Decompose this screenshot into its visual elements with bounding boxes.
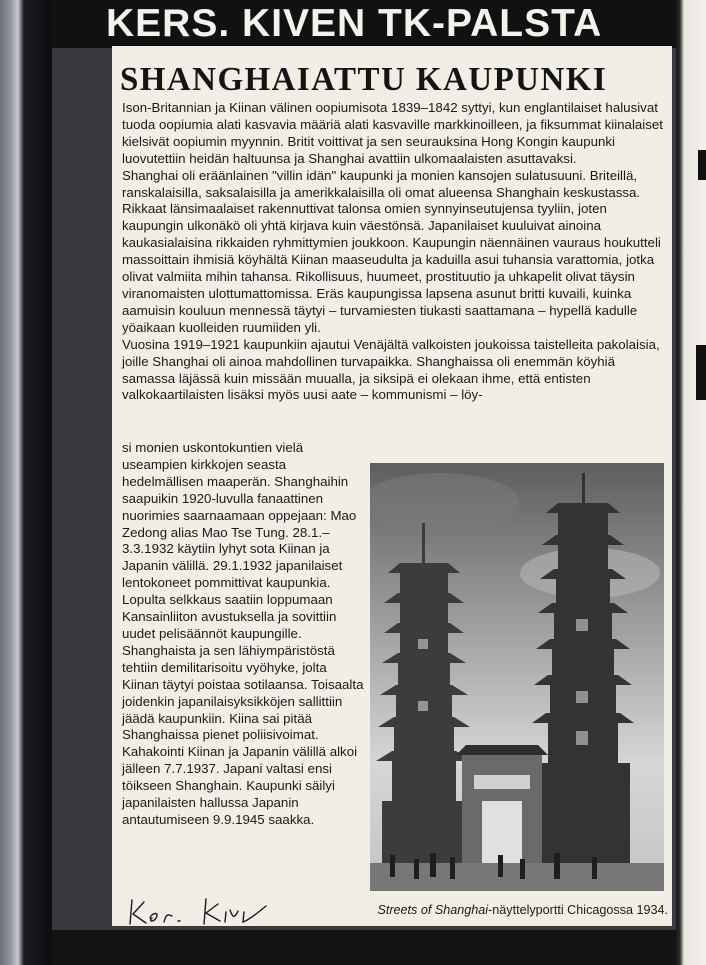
column-title: KERS. KIVEN TK-PALSTA	[106, 2, 603, 45]
article-body-narrow-column	[122, 440, 366, 829]
photo-caption	[300, 903, 668, 917]
paragraph-wild-east: Shanghai oli eräänlainen "villin idän" kaupunki ja monien kansojen sulatusuuni. Briteillä, ranskalaisilla, saksalaisilla ja amerikkalaisilla oli omat alueensa Shanghain keskustassa. Rikkaat länsimaalaiset rakennuttivat talonsa omien synnyinseutujensa tyyliin, joten kaupungin ulkonäkö oli yhtä kirjava kuin väestönsä. Japanilaiset kuuluivat ainoina kaukasialaisina rikkaiden ryhmittymien joukkoon. Kaupungin näennäinen vauraus houkutteli massoittain ihmisiä köyhältä Kiinan maaseudulta ja kaduilla asui tuhansia varattomia, jotka olivat valmiita mihin tahansa. Rikollisuus, huumeet, prostituutio ja uhkapelit olivat täysin viranomaisten ulottumattomissa. Eräs kaupungissa lapsena asunut britti kuvaili, kuinka aamuisin kouluun mennessä täytyi – turvamiesten tiukasti saattamana – hypellä kadulle yöaikaan kuolleiden ruumiiden yli.	[122, 167, 661, 335]
paragraph-opium-war: Ison-Britannian ja Kiinan välinen oopiumisota 1839–1842 syttyi, kun englantilaiset halusivat tuoda oopiumia alati kasvavia määriä alati kasvaville markkinoilleen, ja fiksummat kiinalaiset kielsivät oopiumin myynnin. Britit voittivat ja sen seurauksina Hong Kongin kaupunki luovutettiin heidän haltuunsa ja Shanghai avattiin ulkomaalaisten asuttavaksi.	[122, 100, 663, 166]
scan-right-edge	[676, 0, 706, 965]
scan-bottom-edge	[52, 930, 676, 965]
pagoda-gate-photo	[370, 463, 664, 891]
paragraph-refugees: Vuosina 1919–1921 kaupunkiin ajautui Venäjältä valkoisten joukoissa taistelleita pakolaisia, joille Shanghai oli ainoa mahdollinen turvapaikka. Shanghaissa oli enemmän köyhiä samassa läjässä kuin missään muualla, ja siksipä ei olekaan ihme, että entisten valkokaartilaisten lisäksi myös uusi aate – kommunismi – löy-	[122, 336, 660, 403]
scan-left-edge	[0, 0, 52, 965]
author-signature	[126, 894, 286, 928]
adjacent-page-mark	[696, 345, 706, 400]
article-headline: SHANGHAIATTU KAUPUNKI	[120, 61, 608, 98]
caption-exhibit-name: Streets of Shanghai	[377, 903, 489, 917]
article-body-full-width	[122, 100, 667, 404]
paragraph-history: si monien uskontokuntien vielä useampien kirkkojen seasta hedelmällisen maaperän. Shanghaihin saapuikin 1920-luvulla fanaattinen nuorimies saarnaamaan oppejaan: Mao Zedong alias Mao Tse Tung. 28.1.–3.3.1932 käytiin lyhyt sota Kiinan ja Japanin välillä. 29.1.1932 japanilaiset lentokoneet pommittivat kaupunkia. Lopulta selkkaus saatiin loppumaan Kansainliiton avustuksella ja sovittiin uudet pelisäännöt kaupungille. Shanghaista ja sen lähiympäristöstä tehtiin demilitarisoitu vyöhyke, jolta Kiinan täytyi poistaa sotilaansa. Toisaalta joidenkin japanilaisyksikköjen sallittiin jäädä kaupunkiin. Kiina sai pitää Shanghaissa pienet poliisivoimat. Kahakointi Kiinan ja Japanin välillä alkoi jälleen 7.7.1937. Japani valtasi ensi töikseen Shanghain. Kaupunki säilyi japanilaisten hallussa Japanin antautumiseen 9.9.1945 saakka.	[122, 440, 364, 827]
caption-description: -näyttelyportti Chicagossa 1934.	[488, 903, 668, 917]
adjacent-page-mark	[698, 150, 706, 180]
